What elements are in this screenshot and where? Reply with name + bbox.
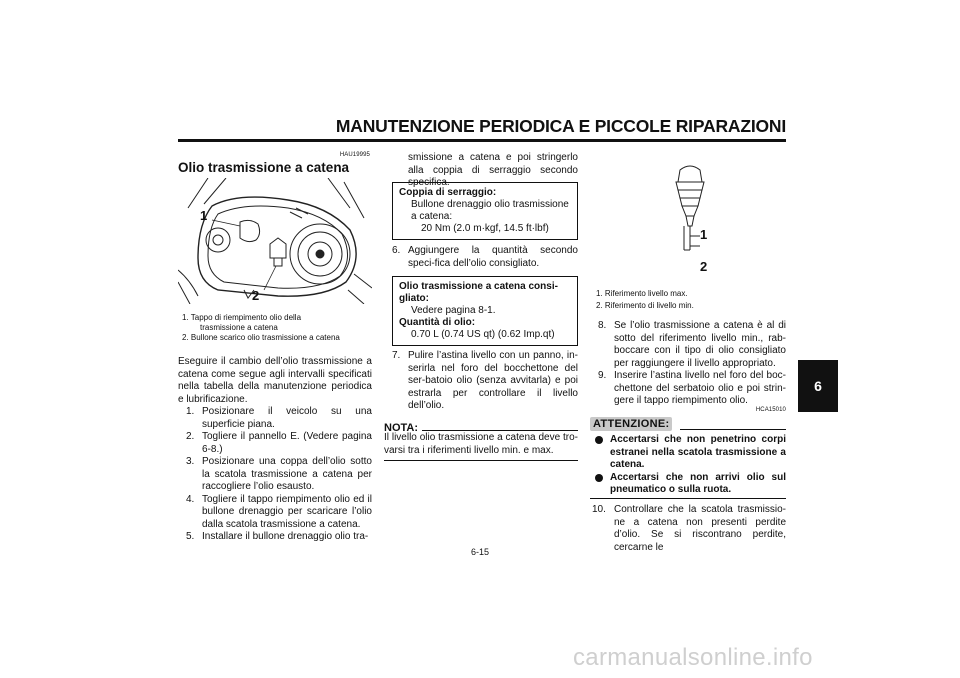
caution-code: HCA15010 xyxy=(755,407,786,413)
step-2: 2. Togliere il pannello E. (Vedere pagina 6-8.) xyxy=(186,431,372,455)
oil-title-2: gliato: xyxy=(399,293,429,304)
caution-label: ATTENZIONE: xyxy=(590,417,672,431)
caution-list xyxy=(590,434,786,497)
step-8: 8. Se l’olio trasmissione a catena è al di sotto del riferimento livello min., rab-boccare con il tipo di olio consigliato per raggiungere il livello appropriato. xyxy=(598,320,786,369)
step-7-block xyxy=(384,350,578,413)
nota-rule-top xyxy=(422,430,578,431)
step-5-continued: smissione a catena e poi stringerlo alla coppia di serraggio secondo specifica. xyxy=(408,152,578,188)
intro-paragraph: Eseguire il cambio dell’olio trassmissione a catena come segue agli intervalli specificati nella tabella della manutenzione periodica e lubrificazione. xyxy=(178,356,372,405)
caution-item: Accertarsi che non penetrino corpi estranei nella scatola trasmissione a catena. xyxy=(590,434,786,472)
page-title: MANUTENZIONE PERIODICA E PICCOLE RIPARAZIONI xyxy=(335,116,786,136)
step-6-block xyxy=(384,245,578,270)
step-3: 3. Posizionare una coppa dell’olio sotto la scatola trasmissione a catena per raccogliere l’olio esausto. xyxy=(186,456,372,492)
bullet-dot-icon xyxy=(595,436,603,444)
torque-title: Coppia di serraggio: xyxy=(399,187,497,198)
oil-quantity-value: 0.70 L (0.74 US qt) (0.62 Imp.qt) xyxy=(411,329,555,340)
caution-rule-bottom xyxy=(590,498,786,499)
oil-title-1: Olio trasmissione a catena consi- xyxy=(399,281,558,292)
caution-header xyxy=(590,414,672,432)
dipstick-drawing xyxy=(640,160,740,280)
torque-spec-box xyxy=(392,182,578,240)
torque-line-2: a catena: xyxy=(411,211,453,222)
caption-item: 2. Bullone scarico olio trasmissione a catena xyxy=(182,333,340,342)
caption-item: 2. Riferimento di livello min. xyxy=(596,301,694,310)
step-7: 7. Pulire l’astina livello con un panno, in-serirla nel foro del bocchettone del ser-batoio olio (senza avvitarla) e poi estrarla per controllare il livello dell’olio. xyxy=(392,350,578,411)
watermark: carmanualsonline.info xyxy=(573,644,813,671)
torque-line-1: Bullone drenaggio olio trasmissione xyxy=(411,199,569,210)
caution-item: Accertarsi che non arrivi olio sul pneumatico o sulla ruota. xyxy=(590,472,786,497)
step-10: 10. Controllare che la scatola trasmissio-ne a catena non presenti perdite d’olio. Se si riscontrano perdite, cercarne le xyxy=(592,504,786,553)
chapter-tab: 6 xyxy=(798,360,838,412)
bullet-dot-icon xyxy=(595,474,603,482)
column-1-text xyxy=(178,356,372,544)
step-10-block xyxy=(590,504,786,554)
step-5: 5. Installare il bullone drenaggio olio tra- xyxy=(186,531,369,542)
callout-2: 2 xyxy=(700,259,708,274)
oil-spec-box xyxy=(392,276,578,346)
step-4: 4. Togliere il tappo riempimento olio ed il bullone drenaggio per scaricare l’olio dalla scatola trasmissione a catena. xyxy=(186,493,372,530)
caption-item: 1. Riferimento livello max. xyxy=(596,289,688,298)
section-code: HAU19995 xyxy=(339,152,370,158)
oil-line-1: Vedere pagina 8-1. xyxy=(411,305,496,316)
torque-value: 20 Nm (2.0 m·kgf, 14.5 ft·lbf) xyxy=(421,223,549,234)
step-9: 9. Inserire l’astina livello nel foro del boc-chettone del serbatoio olio e poi strin-gere il tappo riempimento olio. xyxy=(598,370,786,406)
oil-quantity-title: Quantità di olio: xyxy=(399,317,476,328)
column-3-steps xyxy=(590,320,786,408)
nota-rule-bottom xyxy=(384,460,578,461)
section-heading: Olio trasmissione a catena xyxy=(178,160,350,175)
caption-item-cont: trasmissione a catena xyxy=(200,323,278,332)
callout-2: 2 xyxy=(252,288,260,303)
caution-rule-top xyxy=(680,429,786,430)
nota-label: NOTA: xyxy=(384,422,419,434)
caption-item: 1. Tappo di riempimento olio della xyxy=(182,313,302,322)
title-rule xyxy=(178,139,786,142)
transmission-case-drawing xyxy=(178,178,372,304)
callout-1: 1 xyxy=(200,208,208,223)
callout-1: 1 xyxy=(700,227,708,242)
step-6: 6. Aggiungere la quantità secondo speci-fica dell’olio consigliato. xyxy=(392,245,578,269)
figure1-captions xyxy=(182,313,378,343)
nota-text: Il livello olio trasmissione a catena deve tro-varsi tra i riferimenti livello min. e max. xyxy=(384,432,578,456)
transmission-illustration xyxy=(178,178,372,304)
page-number: 6-15 xyxy=(470,547,489,557)
dipstick-illustration xyxy=(640,160,740,280)
figure2-captions xyxy=(596,289,786,311)
step-1: 1. Posizionare il veicolo su una superficie piana. xyxy=(186,406,372,430)
